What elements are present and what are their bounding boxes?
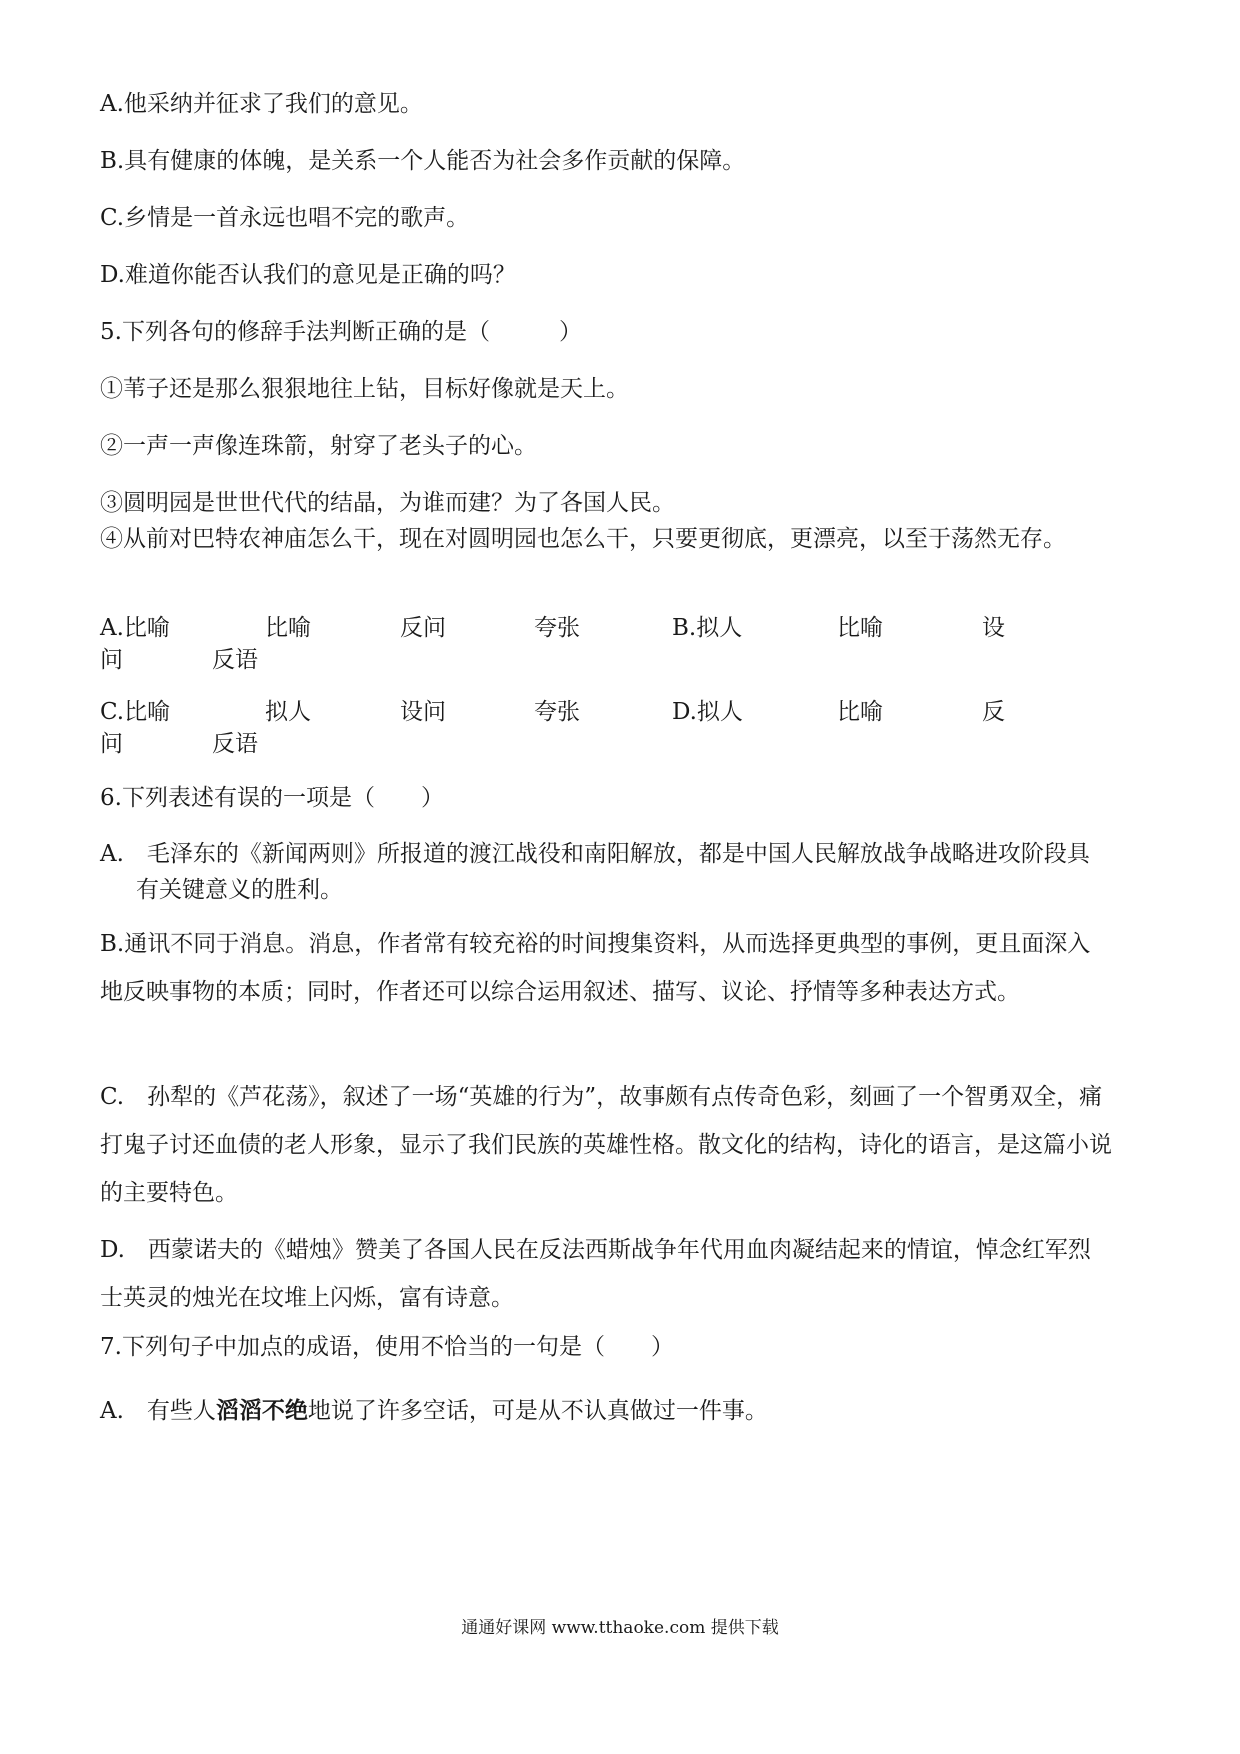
- q6-option-b: B.通讯不同于消息。消息，作者常有较充裕的时间搜集资料，从而选择更典型的事例，更且面深入地反映事物的本质；同时，作者还可以综合运用叙述、描写、议论、抒情等多种表达方式。: [100, 931, 1091, 1005]
- q4-option-d: D.难道你能否认我们的意见是正确的吗？: [100, 262, 516, 288]
- q5-sentence-4: ④从前对巴特农神庙怎么干，现在对圆明园也怎么干，只要更彻底，更漂亮，以至于荡然无存。: [100, 526, 1066, 552]
- q5-stem: 5.下列各句的修辞手法判断正确的是（ ）: [100, 319, 582, 345]
- q7-option-a-prefix: A. 有些人: [100, 1398, 216, 1424]
- q7-stem: 7.下列句子中加点的成语，使用不恰当的一句是（ ）: [100, 1334, 674, 1360]
- page-footer: 通通好课网 www.tthaoke.com 提供下载: [461, 1618, 779, 1638]
- q5-sentence-3: ③圆明园是世世代代的结晶，为谁而建？为了各国人民。: [100, 490, 675, 516]
- q4-option-b: B.具有健康的体魄，是关系一个人能否为社会多作贡献的保障。: [100, 148, 746, 174]
- q5-option-c-label: C.比喻: [100, 699, 171, 725]
- q5-option-d-item-3-end: 问: [100, 731, 123, 757]
- q7-option-a-idiom: 滔滔不绝: [215, 1398, 308, 1424]
- q5-sentence-2: ②一声一声像连珠箭，射穿了老头子的心。: [100, 433, 537, 459]
- q5-option-b-item-3-end: 问: [100, 647, 123, 673]
- q5-option-d-item-3-start: 反: [982, 699, 1005, 725]
- q5-option-d-item-2: 比喻: [837, 699, 883, 725]
- q5-options-row-2: [100, 696, 1112, 760]
- q4-option-c: C.乡情是一首永远也唱不完的歌声。: [100, 205, 470, 231]
- q6-stem: 6.下列表述有误的一项是（ ）: [100, 785, 444, 811]
- q5-option-a-item-2: 比喻: [265, 615, 311, 641]
- q7-option-a-suffix: 地说了许多空话，可是从不认真做过一件事。: [307, 1398, 768, 1424]
- q5-option-a-item-3: 反问: [400, 615, 446, 641]
- q6-option-a: A. 毛泽东的《新闻两则》所报道的渡江战役和南阳解放，都是中国人民解放战争战略进攻阶段具有关键意义的胜利。: [100, 841, 1090, 903]
- q5-option-b-item-3-start: 设: [982, 615, 1005, 641]
- q5-option-c-item-3: 设问: [400, 699, 446, 725]
- q4-option-a: A.他采纳并征求了我们的意见。: [100, 91, 423, 117]
- q5-option-d-item-4: 反语: [212, 731, 258, 757]
- q7-option-a: [100, 1395, 768, 1427]
- q5-option-c-item-4: 夸张: [534, 699, 580, 725]
- q6-option-d: D. 西蒙诺夫的《蜡烛》赞美了各国人民在反法西斯战争年代用血肉凝结起来的情谊，悼念红军烈士英灵的烛光在坟堆上闪烁，富有诗意。: [100, 1237, 1091, 1311]
- q5-option-a-label: A.比喻: [100, 615, 170, 641]
- q5-option-b-item-2: 比喻: [837, 615, 883, 641]
- q6-option-c: C. 孙犁的《芦花荡》，叙述了一场“英雄的行为”，故事颇有点传奇色彩，刻画了一个智勇双全，痛打鬼子讨还血债的老人形象，显示了我们民族的英雄性格。散文化的结构，诗化的语言，是这篇小说的主要特色。: [100, 1084, 1112, 1206]
- q5-option-b-label: B.拟人: [672, 615, 743, 641]
- q5-options-row-1: [100, 612, 1112, 676]
- q5-option-c-item-2: 拟人: [265, 699, 311, 725]
- q5-option-b-item-4: 反语: [212, 647, 258, 673]
- q5-sentence-1: ①苇子还是那么狠狠地往上钻，目标好像就是天上。: [100, 376, 629, 402]
- q5-option-a-item-4: 夸张: [534, 615, 580, 641]
- q5-option-d-label: D.拟人: [672, 699, 743, 725]
